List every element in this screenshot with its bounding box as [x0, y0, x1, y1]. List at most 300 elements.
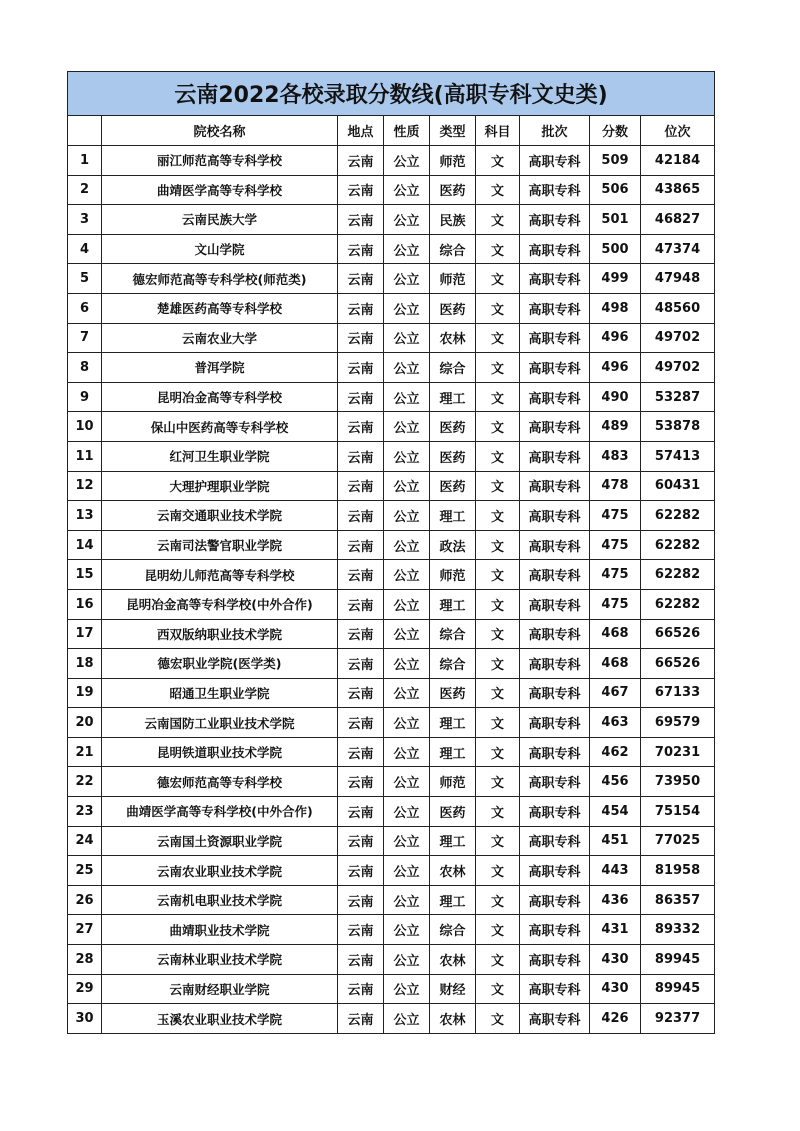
cell-location: 云南	[338, 797, 384, 827]
cell-rank: 62282	[641, 560, 715, 590]
cell-score: 475	[590, 501, 641, 531]
cell-school-name: 云南国土资源职业学院	[102, 826, 338, 856]
cell-location: 云南	[338, 471, 384, 501]
cell-rank: 62282	[641, 530, 715, 560]
cell-score: 451	[590, 826, 641, 856]
cell-score: 506	[590, 175, 641, 205]
cell-rank: 43865	[641, 175, 715, 205]
cell-type: 理工	[430, 708, 476, 738]
cell-rank: 73950	[641, 767, 715, 797]
cell-nature: 公立	[384, 234, 430, 264]
cell-type: 理工	[430, 589, 476, 619]
cell-subject: 文	[476, 856, 520, 886]
table-row	[68, 382, 715, 412]
cell-row-index: 14	[68, 530, 102, 560]
cell-school-name: 曲靖职业技术学院	[102, 915, 338, 945]
cell-nature: 公立	[384, 619, 430, 649]
cell-school-name: 云南农业职业技术学院	[102, 856, 338, 886]
cell-score: 475	[590, 560, 641, 590]
cell-rank: 62282	[641, 501, 715, 531]
cell-type: 医药	[430, 293, 476, 323]
cell-nature: 公立	[384, 323, 430, 353]
cell-type: 民族	[430, 205, 476, 235]
table-row	[68, 797, 715, 827]
cell-type: 综合	[430, 649, 476, 679]
cell-batch: 高职专科	[520, 826, 590, 856]
cell-location: 云南	[338, 501, 384, 531]
cell-batch: 高职专科	[520, 353, 590, 383]
cell-type: 师范	[430, 146, 476, 176]
cell-school-name: 昆明冶金高等专科学校(中外合作)	[102, 589, 338, 619]
cell-subject: 文	[476, 1004, 520, 1034]
cell-row-index: 27	[68, 915, 102, 945]
cell-rank: 53878	[641, 412, 715, 442]
cell-score: 454	[590, 797, 641, 827]
table-row	[68, 619, 715, 649]
cell-school-name: 云南交通职业技术学院	[102, 501, 338, 531]
cell-subject: 文	[476, 323, 520, 353]
cell-batch: 高职专科	[520, 412, 590, 442]
table-title: 云南2022各校录取分数线(高职专科文史类)	[68, 72, 715, 116]
cell-rank: 42184	[641, 146, 715, 176]
cell-row-index: 21	[68, 737, 102, 767]
cell-type: 综合	[430, 234, 476, 264]
cell-batch: 高职专科	[520, 146, 590, 176]
cell-type: 理工	[430, 737, 476, 767]
cell-rank: 62282	[641, 589, 715, 619]
cell-score: 463	[590, 708, 641, 738]
cell-row-index: 13	[68, 501, 102, 531]
cell-batch: 高职专科	[520, 945, 590, 975]
cell-rank: 49702	[641, 353, 715, 383]
cell-row-index: 3	[68, 205, 102, 235]
cell-score: 496	[590, 353, 641, 383]
cell-rank: 66526	[641, 649, 715, 679]
cell-row-index: 25	[68, 856, 102, 886]
table-row	[68, 560, 715, 590]
cell-type: 农林	[430, 1004, 476, 1034]
cell-rank: 92377	[641, 1004, 715, 1034]
cell-nature: 公立	[384, 826, 430, 856]
cell-nature: 公立	[384, 915, 430, 945]
cell-score: 500	[590, 234, 641, 264]
table-row	[68, 974, 715, 1004]
table-row	[68, 175, 715, 205]
cell-rank: 67133	[641, 678, 715, 708]
cell-type: 医药	[430, 412, 476, 442]
cell-nature: 公立	[384, 589, 430, 619]
cell-row-index: 29	[68, 974, 102, 1004]
table-row	[68, 589, 715, 619]
cell-type: 农林	[430, 945, 476, 975]
cell-nature: 公立	[384, 501, 430, 531]
cell-location: 云南	[338, 264, 384, 294]
cell-nature: 公立	[384, 885, 430, 915]
cell-type: 医药	[430, 797, 476, 827]
cell-school-name: 曲靖医学高等专科学校(中外合作)	[102, 797, 338, 827]
cell-batch: 高职专科	[520, 264, 590, 294]
cell-type: 理工	[430, 501, 476, 531]
header-rank: 位次	[641, 116, 715, 146]
table-row	[68, 530, 715, 560]
cell-nature: 公立	[384, 560, 430, 590]
cell-nature: 公立	[384, 678, 430, 708]
cell-location: 云南	[338, 205, 384, 235]
table-row	[68, 678, 715, 708]
cell-score: 430	[590, 974, 641, 1004]
cell-nature: 公立	[384, 945, 430, 975]
cell-location: 云南	[338, 826, 384, 856]
cell-batch: 高职专科	[520, 441, 590, 471]
header-row	[68, 116, 715, 146]
cell-nature: 公立	[384, 530, 430, 560]
cell-subject: 文	[476, 441, 520, 471]
cell-type: 综合	[430, 619, 476, 649]
cell-type: 师范	[430, 560, 476, 590]
table-row	[68, 412, 715, 442]
cell-nature: 公立	[384, 441, 430, 471]
cell-row-index: 7	[68, 323, 102, 353]
cell-subject: 文	[476, 205, 520, 235]
cell-nature: 公立	[384, 382, 430, 412]
cell-rank: 66526	[641, 619, 715, 649]
cell-rank: 75154	[641, 797, 715, 827]
cell-rank: 77025	[641, 826, 715, 856]
cell-rank: 89945	[641, 945, 715, 975]
cell-location: 云南	[338, 767, 384, 797]
cell-batch: 高职专科	[520, 323, 590, 353]
cell-school-name: 云南财经职业学院	[102, 974, 338, 1004]
cell-subject: 文	[476, 915, 520, 945]
table-row	[68, 856, 715, 886]
cell-subject: 文	[476, 767, 520, 797]
cell-rank: 57413	[641, 441, 715, 471]
cell-nature: 公立	[384, 293, 430, 323]
cell-row-index: 24	[68, 826, 102, 856]
cell-type: 政法	[430, 530, 476, 560]
cell-score: 475	[590, 530, 641, 560]
header-subject: 科目	[476, 116, 520, 146]
cell-location: 云南	[338, 1004, 384, 1034]
cell-subject: 文	[476, 737, 520, 767]
cell-row-index: 12	[68, 471, 102, 501]
cell-nature: 公立	[384, 412, 430, 442]
table-row	[68, 205, 715, 235]
table-row	[68, 293, 715, 323]
cell-type: 师范	[430, 264, 476, 294]
cell-school-name: 普洱学院	[102, 353, 338, 383]
cell-rank: 47948	[641, 264, 715, 294]
cell-type: 医药	[430, 471, 476, 501]
cell-row-index: 16	[68, 589, 102, 619]
cell-subject: 文	[476, 382, 520, 412]
cell-row-index: 9	[68, 382, 102, 412]
cell-subject: 文	[476, 175, 520, 205]
table-row	[68, 323, 715, 353]
table-row	[68, 146, 715, 176]
cell-school-name: 红河卫生职业学院	[102, 441, 338, 471]
cell-location: 云南	[338, 737, 384, 767]
table-row	[68, 767, 715, 797]
cell-type: 医药	[430, 175, 476, 205]
cell-school-name: 昭通卫生职业学院	[102, 678, 338, 708]
cell-location: 云南	[338, 530, 384, 560]
cell-score: 456	[590, 767, 641, 797]
cell-score: 501	[590, 205, 641, 235]
cell-score: 509	[590, 146, 641, 176]
cell-subject: 文	[476, 353, 520, 383]
cell-location: 云南	[338, 560, 384, 590]
cell-batch: 高职专科	[520, 501, 590, 531]
cell-school-name: 昆明幼儿师范高等专科学校	[102, 560, 338, 590]
cell-location: 云南	[338, 678, 384, 708]
cell-score: 467	[590, 678, 641, 708]
cell-school-name: 云南司法警官职业学院	[102, 530, 338, 560]
cell-subject: 文	[476, 619, 520, 649]
cell-school-name: 云南民族大学	[102, 205, 338, 235]
cell-subject: 文	[476, 589, 520, 619]
cell-type: 综合	[430, 353, 476, 383]
cell-score: 430	[590, 945, 641, 975]
cell-score: 431	[590, 915, 641, 945]
cell-subject: 文	[476, 708, 520, 738]
table-body	[68, 146, 715, 1034]
cell-school-name: 昆明铁道职业技术学院	[102, 737, 338, 767]
table-row	[68, 1004, 715, 1034]
cell-type: 理工	[430, 885, 476, 915]
cell-type: 医药	[430, 678, 476, 708]
cell-subject: 文	[476, 412, 520, 442]
cell-row-index: 20	[68, 708, 102, 738]
cell-location: 云南	[338, 441, 384, 471]
cell-batch: 高职专科	[520, 737, 590, 767]
cell-type: 理工	[430, 826, 476, 856]
cell-row-index: 15	[68, 560, 102, 590]
cell-batch: 高职专科	[520, 767, 590, 797]
cell-batch: 高职专科	[520, 1004, 590, 1034]
cell-type: 综合	[430, 915, 476, 945]
cell-batch: 高职专科	[520, 974, 590, 1004]
table-row	[68, 234, 715, 264]
cell-row-index: 18	[68, 649, 102, 679]
table-row	[68, 353, 715, 383]
cell-batch: 高职专科	[520, 708, 590, 738]
cell-subject: 文	[476, 293, 520, 323]
cell-location: 云南	[338, 974, 384, 1004]
cell-nature: 公立	[384, 205, 430, 235]
cell-batch: 高职专科	[520, 885, 590, 915]
cell-location: 云南	[338, 412, 384, 442]
cell-nature: 公立	[384, 175, 430, 205]
cell-subject: 文	[476, 885, 520, 915]
cell-subject: 文	[476, 146, 520, 176]
cell-batch: 高职专科	[520, 797, 590, 827]
cell-subject: 文	[476, 471, 520, 501]
cell-row-index: 2	[68, 175, 102, 205]
header-location: 地点	[338, 116, 384, 146]
cell-batch: 高职专科	[520, 471, 590, 501]
cell-batch: 高职专科	[520, 382, 590, 412]
cell-row-index: 4	[68, 234, 102, 264]
cell-row-index: 10	[68, 412, 102, 442]
cell-subject: 文	[476, 560, 520, 590]
cell-school-name: 保山中医药高等专科学校	[102, 412, 338, 442]
cell-batch: 高职专科	[520, 205, 590, 235]
cell-location: 云南	[338, 915, 384, 945]
table-row	[68, 441, 715, 471]
cell-score: 496	[590, 323, 641, 353]
cell-subject: 文	[476, 826, 520, 856]
cell-location: 云南	[338, 708, 384, 738]
cell-school-name: 文山学院	[102, 234, 338, 264]
cell-type: 理工	[430, 382, 476, 412]
cell-nature: 公立	[384, 264, 430, 294]
table-row	[68, 915, 715, 945]
table-row	[68, 264, 715, 294]
cell-type: 农林	[430, 323, 476, 353]
cell-location: 云南	[338, 945, 384, 975]
header-nature: 性质	[384, 116, 430, 146]
cell-location: 云南	[338, 619, 384, 649]
cell-location: 云南	[338, 649, 384, 679]
header-score: 分数	[590, 116, 641, 146]
cell-type: 师范	[430, 767, 476, 797]
cell-nature: 公立	[384, 1004, 430, 1034]
cell-row-index: 30	[68, 1004, 102, 1034]
cell-rank: 69579	[641, 708, 715, 738]
cell-subject: 文	[476, 945, 520, 975]
cell-score: 489	[590, 412, 641, 442]
cell-nature: 公立	[384, 708, 430, 738]
cell-subject: 文	[476, 797, 520, 827]
cell-school-name: 西双版纳职业技术学院	[102, 619, 338, 649]
cell-batch: 高职专科	[520, 856, 590, 886]
cell-type: 农林	[430, 856, 476, 886]
header-index	[68, 116, 102, 146]
cell-rank: 60431	[641, 471, 715, 501]
cell-row-index: 6	[68, 293, 102, 323]
cell-nature: 公立	[384, 974, 430, 1004]
cell-score: 499	[590, 264, 641, 294]
cell-subject: 文	[476, 264, 520, 294]
cell-row-index: 5	[68, 264, 102, 294]
cell-batch: 高职专科	[520, 649, 590, 679]
cell-location: 云南	[338, 323, 384, 353]
cell-batch: 高职专科	[520, 175, 590, 205]
cell-score: 436	[590, 885, 641, 915]
cell-location: 云南	[338, 856, 384, 886]
cell-location: 云南	[338, 382, 384, 412]
cell-nature: 公立	[384, 856, 430, 886]
table-row	[68, 945, 715, 975]
cell-score: 490	[590, 382, 641, 412]
cell-score: 498	[590, 293, 641, 323]
cell-rank: 53287	[641, 382, 715, 412]
cell-nature: 公立	[384, 146, 430, 176]
table-row	[68, 471, 715, 501]
table-row	[68, 649, 715, 679]
cell-batch: 高职专科	[520, 234, 590, 264]
cell-school-name: 德宏师范高等专科学校(师范类)	[102, 264, 338, 294]
cell-rank: 46827	[641, 205, 715, 235]
cell-rank: 89332	[641, 915, 715, 945]
cell-school-name: 德宏职业学院(医学类)	[102, 649, 338, 679]
cell-rank: 49702	[641, 323, 715, 353]
header-school-name: 院校名称	[102, 116, 338, 146]
cell-location: 云南	[338, 175, 384, 205]
cell-school-name: 曲靖医学高等专科学校	[102, 175, 338, 205]
cell-subject: 文	[476, 649, 520, 679]
cell-school-name: 昆明冶金高等专科学校	[102, 382, 338, 412]
cell-batch: 高职专科	[520, 293, 590, 323]
table-row	[68, 885, 715, 915]
cell-nature: 公立	[384, 767, 430, 797]
cell-subject: 文	[476, 678, 520, 708]
score-sheet	[67, 71, 714, 1034]
cell-batch: 高职专科	[520, 678, 590, 708]
cell-location: 云南	[338, 293, 384, 323]
cell-score: 468	[590, 619, 641, 649]
cell-row-index: 17	[68, 619, 102, 649]
cell-batch: 高职专科	[520, 915, 590, 945]
cell-school-name: 云南国防工业职业技术学院	[102, 708, 338, 738]
cell-type: 医药	[430, 441, 476, 471]
cell-subject: 文	[476, 974, 520, 1004]
cell-nature: 公立	[384, 797, 430, 827]
header-type: 类型	[430, 116, 476, 146]
cell-school-name: 云南机电职业技术学院	[102, 885, 338, 915]
cell-row-index: 1	[68, 146, 102, 176]
cell-location: 云南	[338, 353, 384, 383]
cell-batch: 高职专科	[520, 530, 590, 560]
cell-batch: 高职专科	[520, 560, 590, 590]
cell-location: 云南	[338, 589, 384, 619]
cell-score: 426	[590, 1004, 641, 1034]
cell-rank: 86357	[641, 885, 715, 915]
cell-rank: 89945	[641, 974, 715, 1004]
cell-score: 443	[590, 856, 641, 886]
cell-score: 475	[590, 589, 641, 619]
cell-score: 468	[590, 649, 641, 679]
cell-row-index: 19	[68, 678, 102, 708]
cell-row-index: 28	[68, 945, 102, 975]
cell-subject: 文	[476, 234, 520, 264]
cell-nature: 公立	[384, 353, 430, 383]
cell-nature: 公立	[384, 737, 430, 767]
cell-subject: 文	[476, 530, 520, 560]
cell-row-index: 8	[68, 353, 102, 383]
cell-location: 云南	[338, 234, 384, 264]
cell-type: 财经	[430, 974, 476, 1004]
cell-rank: 48560	[641, 293, 715, 323]
cell-score: 483	[590, 441, 641, 471]
cell-school-name: 玉溪农业职业技术学院	[102, 1004, 338, 1034]
cell-school-name: 大理护理职业学院	[102, 471, 338, 501]
cell-score: 462	[590, 737, 641, 767]
cell-subject: 文	[476, 501, 520, 531]
table-row	[68, 501, 715, 531]
cell-batch: 高职专科	[520, 589, 590, 619]
table-row	[68, 708, 715, 738]
cell-school-name: 云南林业职业技术学院	[102, 945, 338, 975]
cell-location: 云南	[338, 885, 384, 915]
cell-rank: 70231	[641, 737, 715, 767]
cell-row-index: 23	[68, 797, 102, 827]
table-row	[68, 737, 715, 767]
cell-school-name: 楚雄医药高等专科学校	[102, 293, 338, 323]
cell-row-index: 22	[68, 767, 102, 797]
cell-batch: 高职专科	[520, 619, 590, 649]
